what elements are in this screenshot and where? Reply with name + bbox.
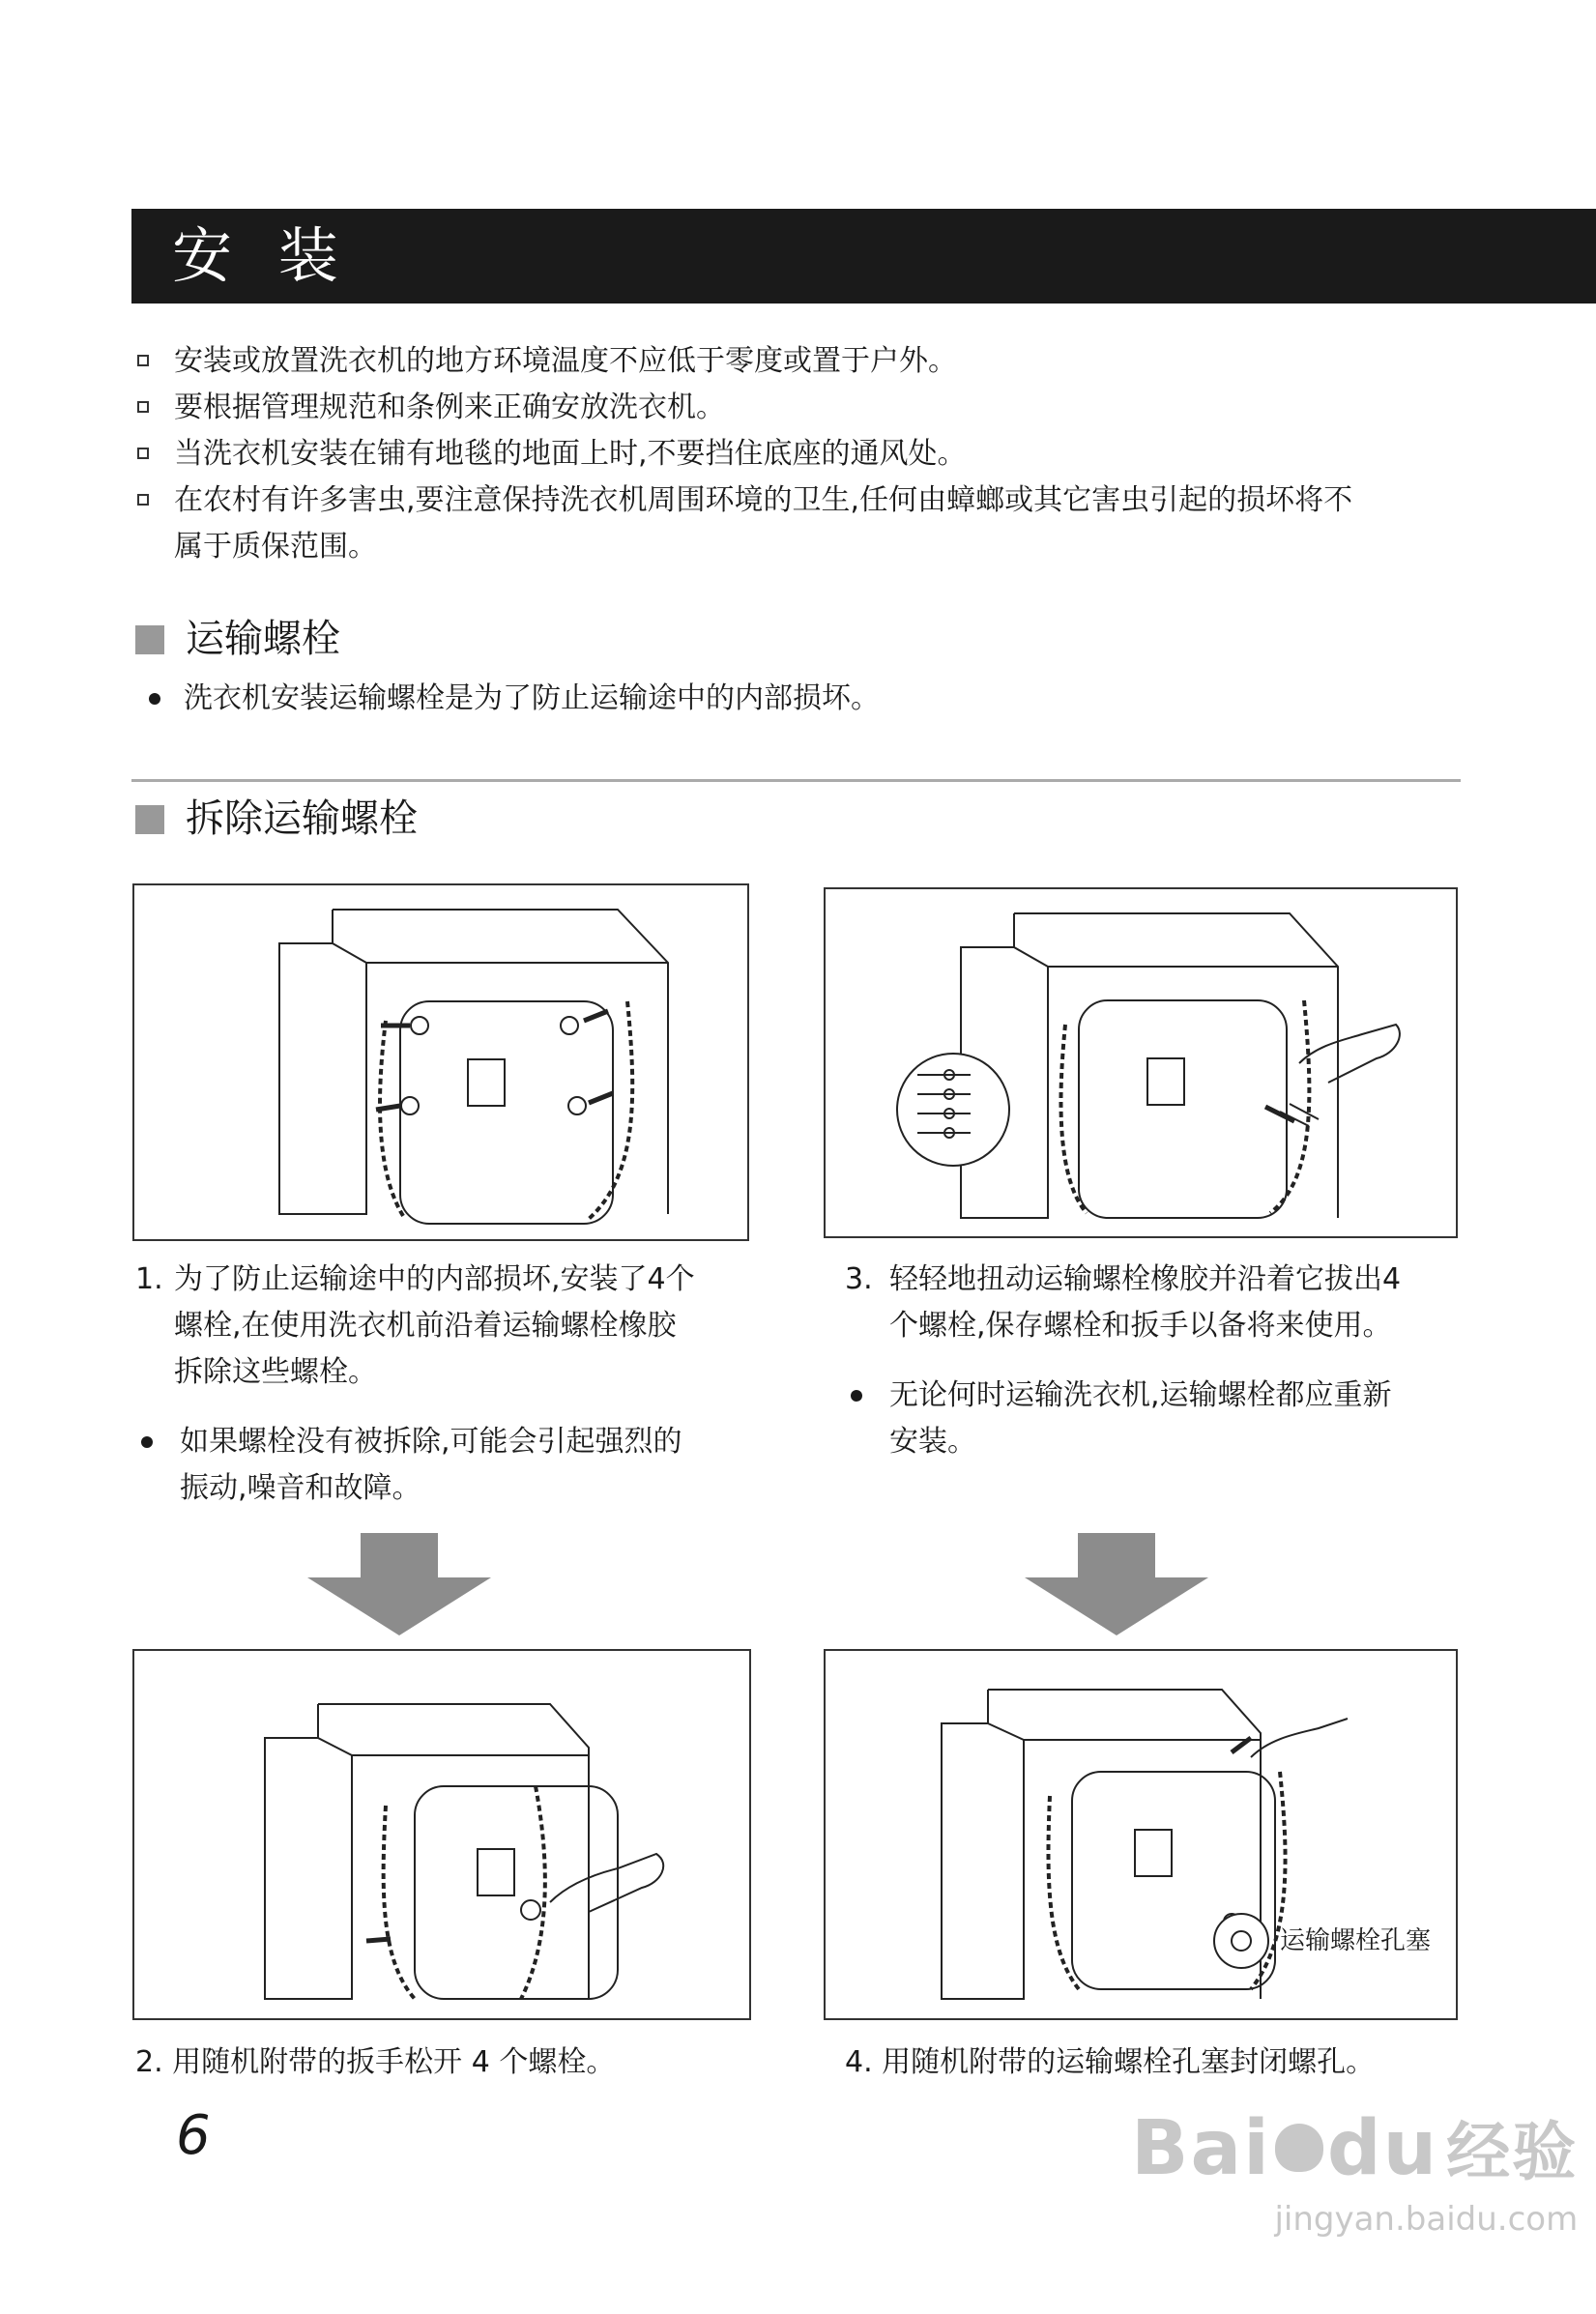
down-arrow-icon: [1025, 1533, 1208, 1635]
watermark-url: jingyan.baidu.com: [1274, 2200, 1579, 2239]
step3-text: 3. 轻轻地扭动运输螺栓橡胶并沿着它拔出4 个螺栓,保存螺栓和扳手以备将来使用。 无论何时运输洗衣机,运输螺栓都应重新 安装。: [845, 1257, 1464, 1465]
washer-bolt-removal-illustration: [826, 889, 1458, 1238]
title-bar: [131, 209, 1596, 304]
intro-item-continuation: 属于质保范围。: [174, 530, 377, 564]
section-heading-remove-bolts: 拆除运输螺栓: [135, 795, 418, 843]
washer-plug-illustration: [826, 1651, 1458, 2020]
intro-item: 要根据管理规范和条例来正确安放洗衣机。: [135, 385, 1489, 431]
checkbox-square-icon: [137, 448, 149, 459]
intro-list: [135, 338, 1489, 570]
intro-item: 在农村有许多害虫,要注意保持洗衣机周围环境的卫生,任何由蟑螂或其它害虫引起的损坏将不: [135, 477, 1489, 524]
step3-note: 无论何时运输洗衣机,运输螺栓都应重新 安装。: [845, 1373, 1464, 1465]
bullet-dot-icon: [141, 1436, 153, 1448]
bullet-dot-icon: [149, 693, 160, 705]
checkbox-square-icon: [137, 401, 149, 413]
intro-item: 当洗衣机安装在铺有地毯的地面上时,不要挡住底座的通风处。: [135, 431, 1489, 477]
watermark-brand: Bai: [1131, 2105, 1271, 2192]
watermark-suffix: 经验: [1446, 2115, 1579, 2189]
checkbox-square-icon: [137, 355, 149, 366]
down-arrow-icon: [307, 1533, 491, 1635]
paw-icon: [1275, 2124, 1323, 2172]
divider: [131, 779, 1461, 782]
section-heading-transport-bolts: 运输螺栓: [135, 615, 340, 663]
watermark-brand-du: du: [1326, 2105, 1439, 2192]
illustration-step2: [132, 1649, 751, 2020]
washer-wrench-illustration: [134, 1651, 751, 2020]
illustration-step3: [824, 887, 1458, 1238]
step1-text: 1. 为了防止运输途中的内部损坏,安装了4个 螺栓,在使用洗衣机前沿着运输螺栓橡胶 拆除这些螺栓。 如果螺栓没有被拆除,可能会引起强烈的 振动,噪音和故障。: [135, 1257, 754, 1512]
watermark: [1131, 2107, 1578, 2239]
illustration-step4: [824, 1649, 1458, 2020]
page-number: 6: [176, 2104, 211, 2167]
washer-back-illustration: [134, 885, 749, 1241]
step1-note: 如果螺栓没有被拆除,可能会引起强烈的 振动,噪音和故障。: [135, 1419, 754, 1512]
checkbox-square-icon: [137, 494, 149, 506]
plug-label: 运输螺栓孔塞: [1280, 1926, 1432, 1955]
section1-bullet: 洗衣机安装运输螺栓是为了防止运输途中的内部损坏。: [135, 677, 1440, 721]
gray-square-icon: [135, 805, 164, 834]
bullet-dot-icon: [851, 1390, 862, 1402]
step2-caption: 2. 用随机附带的扳手松开 4 个螺栓。: [135, 2045, 616, 2079]
step4-caption: 4. 用随机附带的运输螺栓孔塞封闭螺孔。: [845, 2045, 1376, 2079]
intro-item: 安装或放置洗衣机的地方环境温度不应低于零度或置于户外。: [135, 338, 1489, 385]
gray-square-icon: [135, 625, 164, 654]
page-title: 安 装: [172, 220, 352, 291]
illustration-step1: [132, 883, 749, 1241]
